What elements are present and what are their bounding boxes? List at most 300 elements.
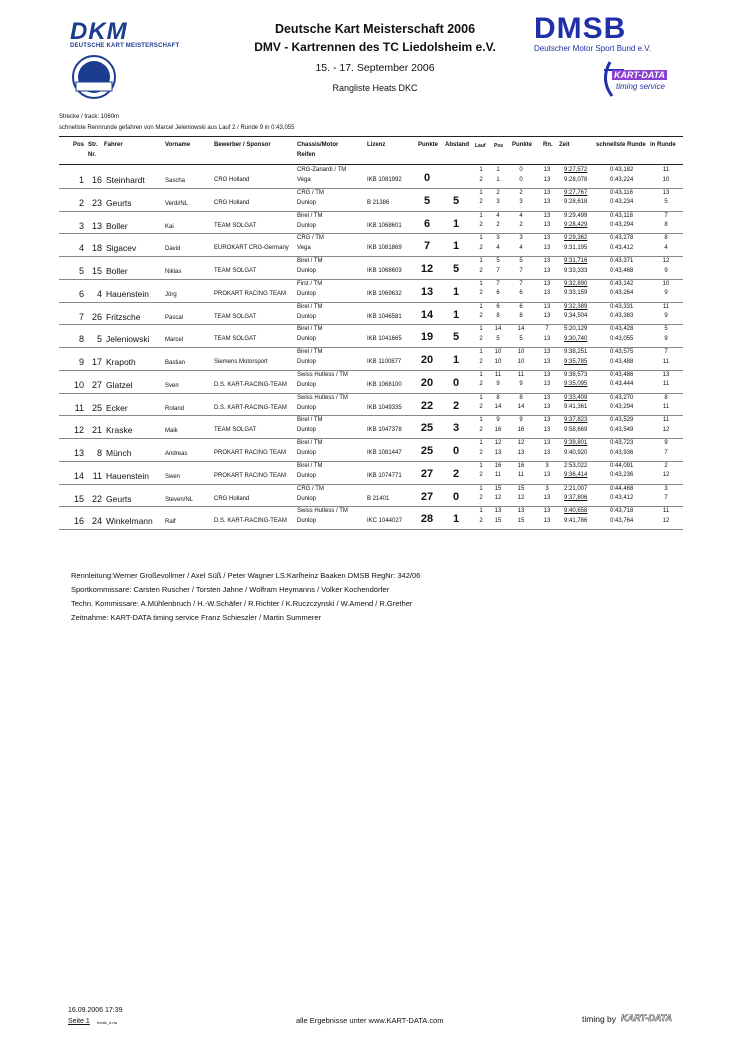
pos-value: 6 [78, 288, 84, 299]
row-divider [59, 506, 683, 507]
start-number: 21 [91, 425, 102, 436]
heat-best-lap: 0:43,224 [610, 176, 634, 183]
heat-laps: 3 [545, 485, 549, 492]
heat-points: 14 [517, 404, 525, 410]
heat-number: 1 [479, 440, 483, 446]
col-punkte: Punkte [418, 142, 439, 148]
sponsor: TEAM SOLGAT [214, 268, 257, 274]
heat-best-lap-number: 11 [662, 303, 670, 310]
sport-commissioners: Sportkommissare: Carsten Ruscher / Torsten Jahne / Wolfram Heymanns / Volker Kochendörfer [71, 585, 390, 594]
start-number: 18 [91, 243, 102, 254]
driver-firstname: Marcel [165, 337, 184, 344]
heat-position: 9 [496, 417, 500, 424]
heat-laps: 13 [543, 394, 551, 401]
heat-position: 4 [496, 244, 500, 251]
heat-points: 6 [519, 303, 523, 310]
sponsor: TEAM SOLGAT [214, 336, 257, 343]
row-divider [59, 324, 683, 325]
heat-position: 1 [496, 176, 500, 183]
pos-value: 10 [73, 379, 84, 390]
license: IKB 1081869 [367, 245, 402, 252]
heat-position: 8 [496, 394, 500, 401]
heat-time: 9:38,573 [564, 371, 588, 378]
heat-best-lap: 0:43,723 [610, 440, 634, 446]
heat-number: 2 [479, 404, 483, 410]
heat-points: 7 [519, 280, 523, 287]
heat-points: 9 [519, 417, 523, 424]
heat-best-lap: 0:43,575 [610, 349, 634, 355]
heat-laps: 13 [543, 517, 551, 524]
heat-number: 1 [479, 371, 483, 378]
heat-points: 8 [519, 313, 523, 319]
heat-best-lap-number: 9 [664, 267, 668, 274]
heat-position: 4 [496, 212, 500, 219]
heat-number: 2 [479, 222, 483, 228]
heat-points: 15 [517, 485, 525, 492]
driver-firstname: Sven [165, 382, 179, 389]
heat-points: 12 [517, 495, 525, 501]
total-points: 6 [423, 217, 431, 230]
heat-time: 9:35,785 [564, 358, 588, 365]
row-divider [59, 279, 683, 280]
track-info: Strecke / track: 1060m [59, 114, 120, 120]
tyre: Dunlop [297, 427, 317, 434]
tyre: Dunlop [297, 199, 317, 206]
license: IKB 1081447 [367, 450, 402, 456]
heat-position: 6 [496, 290, 500, 297]
heat-best-lap-number: 8 [664, 235, 668, 242]
heat-number: 1 [479, 189, 483, 196]
heat-number: 2 [479, 449, 483, 456]
heat-best-lap: 0:43,236 [610, 472, 634, 479]
sponsor: PROKART RACING TEAM [214, 290, 287, 297]
col-nr: Nr. [88, 152, 97, 158]
heat-laps: 3 [545, 462, 549, 469]
gap: 1 [452, 308, 460, 321]
heat-best-lap: 0:43,270 [610, 394, 634, 401]
pid-system-logo [70, 54, 118, 100]
driver-surname: Hauenstein [106, 470, 150, 481]
sponsor: CRG Holland [214, 177, 250, 183]
heat-best-lap-number: 11 [662, 508, 670, 515]
driver-surname: Kraske [106, 425, 133, 436]
results-url: alle Ergebnisse unter www.KART-DATA.com [296, 1016, 444, 1025]
chassis-motor: Birel / TM [297, 303, 323, 310]
driver-firstname: Swen [165, 473, 181, 480]
row-divider [59, 438, 683, 439]
heat-position: 14 [494, 404, 502, 410]
pos-value: 13 [73, 448, 84, 458]
heat-time: 9:29,499 [564, 212, 588, 219]
heat-best-lap-number: 13 [662, 371, 670, 378]
tyre: Dunlop [297, 359, 317, 365]
heat-points: 13 [517, 449, 525, 456]
col-str: Str. [88, 142, 98, 148]
license: IKB 1041665 [367, 336, 402, 343]
license: IKB 1049335 [367, 404, 402, 411]
heat-best-lap: 0:43,468 [610, 267, 634, 274]
pos-value: 15 [73, 493, 84, 504]
row-divider [59, 211, 683, 212]
heat-time: 9:58,669 [564, 426, 588, 433]
col-vorname: Vorname [165, 142, 191, 148]
driver-firstname: Maik [165, 428, 178, 435]
tyre: Dunlop [297, 290, 317, 297]
heat-best-lap-number: 7 [664, 349, 668, 355]
license: IKB 1081992 [367, 177, 402, 183]
kart-data-logo-subtitle: timing service [616, 82, 665, 91]
heat-points: 10 [517, 349, 525, 355]
heat-position: 5 [496, 258, 500, 264]
start-number: 23 [91, 197, 102, 208]
tyre: Vega [297, 245, 311, 252]
heat-best-lap: 0:43,718 [610, 508, 634, 515]
heat-best-lap-number: 9 [664, 440, 668, 446]
license: IKB 1046581 [367, 313, 402, 320]
pos-value: 8 [78, 334, 84, 345]
heat-best-lap: 0:43,234 [610, 199, 634, 206]
heat-laps: 13 [543, 358, 551, 365]
driver-firstname: Kai [165, 223, 174, 230]
dmsb-logo-subtitle: Deutscher Motor Sport Bund e.V. [534, 44, 652, 53]
heat-best-lap: 0:43,529 [610, 417, 634, 424]
heat-time: 9:40,920 [564, 449, 588, 456]
heat-laps: 13 [543, 267, 551, 274]
heat-time: 9:30,740 [564, 335, 588, 342]
gap: 0 [452, 445, 460, 457]
row-divider [59, 188, 683, 189]
sponsor: TEAM SOLGAT [214, 313, 257, 320]
col-zeit: Zeit [559, 142, 570, 148]
chassis-motor: CRG / TM [297, 485, 324, 492]
start-number: 25 [91, 402, 102, 413]
heat-time: 9:33,159 [564, 290, 588, 297]
heat-laps: 13 [543, 303, 551, 310]
heat-best-lap: 0:43,488 [610, 358, 634, 365]
driver-firstname: Jörg [165, 291, 177, 298]
gap: 1 [452, 240, 460, 253]
heat-time: 9:31,716 [564, 258, 588, 264]
heat-number: 2 [479, 176, 483, 183]
heat-number: 1 [479, 417, 483, 424]
gap: 2 [452, 399, 460, 412]
chassis-motor: First / TM [297, 280, 323, 287]
heat-points: 7 [519, 267, 523, 274]
row-divider [59, 529, 683, 530]
kart-data-logo [590, 56, 676, 102]
heat-position: 2 [496, 189, 500, 196]
heat-laps: 13 [543, 440, 551, 446]
dkm-logo-text: DKM [70, 18, 128, 45]
heat-laps: 13 [543, 244, 551, 251]
driver-surname: Fritzsche [106, 311, 141, 322]
heat-time: 9:28,618 [564, 199, 588, 206]
heat-points: 5 [519, 258, 523, 264]
heat-points: 16 [517, 462, 525, 469]
heat-number: 2 [479, 335, 483, 342]
heat-best-lap-number: 10 [662, 176, 670, 183]
heat-best-lap: 0:43,383 [610, 313, 634, 319]
total-points: 25 [420, 422, 434, 435]
gap: 5 [452, 194, 460, 207]
heat-best-lap-number: 7 [664, 495, 668, 501]
heat-points: 9 [519, 381, 523, 388]
heat-points: 3 [519, 199, 523, 206]
heat-best-lap-number: 12 [662, 426, 670, 433]
heat-laps: 13 [543, 199, 551, 206]
heat-position: 2 [496, 222, 500, 228]
fastest-lap-info: schnellste Rennrunde gefahren von Marcel Jeleniowski aus Lauf 2 / Runde 9 in 0:43,055 [59, 125, 295, 131]
heat-laps: 13 [543, 335, 551, 342]
heat-position: 9 [496, 381, 500, 388]
heat-number: 2 [479, 495, 483, 501]
heat-best-lap: 0:43,764 [610, 517, 634, 524]
heat-number: 1 [479, 326, 483, 333]
row-divider [59, 393, 683, 394]
heat-laps: 13 [543, 235, 551, 242]
heat-position: 12 [494, 440, 502, 446]
sponsor: D.S. KART-RACING-TEAM [214, 381, 287, 388]
heat-laps: 7 [545, 326, 549, 333]
total-points: 12 [420, 263, 434, 275]
heat-position: 13 [494, 449, 502, 456]
heat-best-lap-number: 11 [662, 381, 670, 388]
start-number: 16 [91, 175, 102, 185]
page-title: Deutsche Kart Meisterschaft 2006 [274, 22, 476, 36]
heat-best-lap-number: 9 [664, 290, 668, 297]
heat-best-lap-number: 9 [664, 313, 668, 319]
pos-value: 4 [78, 243, 84, 254]
heat-best-lap-number: 11 [662, 358, 670, 365]
tyre: Dunlop [297, 472, 317, 479]
heat-laps: 13 [543, 176, 551, 183]
row-divider [59, 415, 683, 416]
pos-value: 14 [73, 470, 84, 481]
total-points: 22 [420, 399, 434, 412]
chassis-motor: CRG / TM [297, 235, 324, 242]
heat-points: 4 [519, 244, 523, 251]
gap: 1 [452, 285, 460, 298]
start-number: 22 [91, 493, 102, 504]
heat-time: 2:21,007 [564, 485, 588, 492]
heat-points: 11 [517, 472, 525, 479]
heat-best-lap-number: 12 [662, 517, 670, 524]
pos-value: 11 [74, 402, 84, 413]
heat-points: 2 [519, 189, 523, 196]
license: B 21401 [367, 495, 390, 502]
driver-surname: Steinhardt [106, 175, 145, 185]
heat-laps: 13 [543, 189, 551, 196]
pos-value: 3 [78, 220, 84, 231]
tyre: Vega [297, 177, 311, 183]
start-number: 26 [91, 311, 102, 322]
chassis-motor: Birel / TM [297, 440, 323, 446]
row-divider [59, 233, 683, 234]
sponsor: D.S. KART-RACING-TEAM [214, 404, 287, 411]
heat-laps: 13 [543, 426, 551, 433]
heat-number: 2 [479, 244, 483, 251]
row-divider [59, 484, 683, 485]
heat-best-lap: 0:43,331 [610, 303, 634, 310]
heat-time: 9:33,409 [564, 394, 588, 401]
sponsor: PROKART RACING TEAM [214, 450, 287, 456]
table-top-rule [59, 136, 683, 137]
tyre: Dunlop [297, 518, 317, 525]
pos-value: 12 [73, 425, 84, 436]
gap: 5 [452, 331, 460, 344]
heat-position: 16 [494, 462, 502, 469]
heat-time: 9:31,195 [564, 244, 588, 251]
event-dates: 15. - 17. September 2006 [315, 62, 435, 74]
driver-surname: Jeleniowski [106, 334, 150, 345]
heat-time: 9:32,890 [564, 280, 588, 287]
heat-number: 2 [479, 472, 483, 479]
driver-surname: Glatzel [106, 379, 133, 390]
heat-number: 2 [479, 290, 483, 297]
heat-points: 2 [519, 222, 523, 228]
heat-best-lap-number: 11 [662, 404, 670, 410]
gap: 2 [452, 467, 460, 480]
heat-time: 9:41,361 [564, 404, 588, 410]
gap: 0 [452, 376, 460, 389]
heat-points: 4 [519, 212, 523, 219]
heat-best-lap-number: 13 [662, 189, 670, 196]
chassis-motor: Birel / TM [297, 462, 323, 469]
heat-number: 2 [479, 267, 483, 274]
heat-points: 8 [519, 394, 523, 401]
chassis-motor: Birel / TM [297, 212, 323, 219]
heat-best-lap: 0:43,486 [610, 371, 634, 378]
driver-firstname: Sascha [165, 178, 186, 184]
col-abstand: Abstand [445, 142, 469, 148]
row-divider [59, 461, 683, 462]
chassis-motor: Swiss Hutless / TM [297, 508, 348, 515]
heat-position: 15 [494, 485, 502, 492]
row-divider [59, 347, 683, 348]
heat-best-lap: 0:43,278 [610, 235, 634, 242]
start-number: 24 [91, 516, 102, 527]
heat-time: 9:35,095 [564, 381, 588, 388]
heat-best-lap-number: 5 [664, 199, 668, 206]
heat-best-lap: 0:44,468 [610, 485, 634, 492]
tyre: Dunlop [297, 222, 317, 229]
heat-time: 9:39,801 [564, 440, 588, 446]
gap: 3 [452, 422, 460, 435]
heat-laps: 13 [543, 495, 551, 501]
sponsor: D.S. KART-RACING-TEAM [214, 518, 287, 525]
dmsb-logo [534, 14, 651, 53]
sponsor: PROKART RACING TEAM [214, 472, 287, 479]
heat-time: 9:28,429 [564, 222, 588, 228]
heat-time: 9:37,806 [564, 495, 588, 501]
driver-firstname: Pascal [165, 314, 184, 321]
heat-position: 5 [496, 335, 500, 342]
tyre: Dunlop [297, 404, 317, 411]
kart-data-footer-logo: KART-DATA [621, 1013, 672, 1023]
heat-position: 3 [496, 235, 500, 242]
heat-best-lap: 0:43,182 [610, 167, 634, 173]
start-number: 13 [91, 220, 102, 231]
col-reifen: Reifen [297, 152, 316, 158]
page-number: Seite 1 [68, 1018, 90, 1025]
row-divider [59, 370, 683, 371]
driver-surname: Münch [106, 448, 132, 458]
license: IKB 1068603 [367, 268, 402, 274]
tyre: Dunlop [297, 381, 317, 388]
heat-best-lap: 0:43,412 [610, 495, 634, 501]
sponsor: TEAM SOLGAT [214, 427, 257, 434]
heat-time: 2:53,022 [564, 462, 588, 469]
total-points: 13 [420, 285, 434, 298]
kart-data-logo-text: KART-DATA [614, 70, 665, 80]
heat-time: 9:29,362 [564, 235, 588, 242]
tyre: Dunlop [297, 450, 317, 456]
heat-best-lap-number: 8 [664, 394, 668, 401]
driver-firstname: Andreas [165, 451, 188, 457]
pos-value: 2 [78, 197, 84, 208]
heat-number: 1 [479, 235, 483, 242]
heat-position: 8 [496, 313, 500, 319]
row-divider [59, 302, 683, 303]
technical-commissioners: Techn. Kommissare: A.Mühlenbruch / H.-W.Schäfer / R.Richter / K.Ruczczynski / W.Amend / R.Grether [71, 599, 413, 608]
heat-best-lap: 0:43,549 [610, 426, 634, 433]
heat-best-lap: 0:43,264 [610, 290, 634, 297]
heat-laps: 13 [543, 167, 551, 173]
chassis-motor: Birel / TM [297, 258, 323, 264]
total-points: 27 [420, 490, 434, 503]
heat-time: 9:38,251 [564, 349, 588, 355]
gap: 5 [452, 263, 460, 275]
heat-best-lap: 0:43,142 [610, 280, 634, 287]
heat-laps: 13 [543, 222, 551, 228]
col-rd: Rn. [543, 142, 553, 148]
col-bewerber: Bewerber / Sponsor [214, 142, 271, 148]
heat-laps: 13 [543, 417, 551, 424]
document-title: Rangliste Heats DKC [332, 83, 418, 93]
heat-laps: 13 [543, 290, 551, 297]
col-fahrer: Fahrer [104, 142, 123, 148]
start-number: 17 [91, 357, 102, 367]
heat-points: 16 [517, 426, 525, 433]
driver-firstname: Bastian [165, 360, 186, 366]
sponsor: EUROKART CRG-Germany [214, 245, 289, 252]
heat-number: 1 [479, 258, 483, 264]
heat-number: 1 [479, 280, 483, 287]
total-points: 14 [420, 308, 434, 321]
driver-surname: Sigacev [106, 243, 137, 254]
driver-surname: Ecker [106, 402, 128, 413]
driver-firstname: Niklas [165, 269, 182, 275]
heat-position: 10 [494, 358, 502, 365]
total-points: 0 [423, 172, 431, 184]
total-points: 19 [420, 331, 434, 344]
heat-time: 9:28,078 [564, 176, 588, 183]
sponsor: CRG Holland [214, 199, 250, 206]
race-direction: Rennleitung:Werner Großevollmer / Axel Süß / Peter Wagner LS:Karlheinz Baaken DMSB RegNr: 342/06 [71, 571, 421, 580]
dkm-logo [70, 18, 179, 49]
col-lauf: Lauf [475, 143, 486, 149]
license: IKB 1068100 [367, 381, 402, 388]
pos-value: 1 [78, 175, 84, 185]
heat-time: 9:37,823 [564, 417, 588, 424]
dkm-logo-subtitle: DEUTSCHE KART MEISTERSCHAFT [70, 43, 180, 49]
heat-points: 12 [517, 440, 525, 446]
heat-time: 9:32,389 [564, 303, 588, 310]
pos-value: 16 [73, 516, 84, 527]
heat-best-lap: 0:43,371 [610, 258, 634, 264]
total-points: 5 [423, 194, 431, 207]
tyre: Dunlop [297, 313, 317, 320]
